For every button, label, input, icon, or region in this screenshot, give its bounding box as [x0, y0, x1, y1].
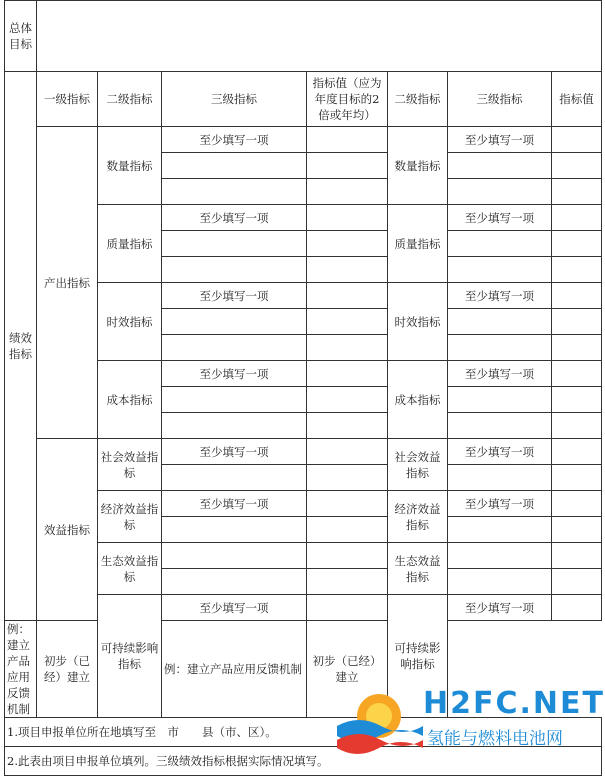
level2-quantity: 数量指标: [98, 127, 162, 205]
hint-cell-b[interactable]: 至少填写一项: [448, 205, 552, 231]
level2-economic-b: 经济效益指标: [388, 491, 448, 543]
level3-cell[interactable]: [162, 153, 307, 179]
value-cell-b[interactable]: [552, 283, 602, 309]
level3-cell[interactable]: [162, 387, 307, 413]
level2-social: 社会效益指标: [98, 439, 162, 491]
hint-cell[interactable]: 至少填写一项: [162, 205, 307, 231]
col-header-value-annual: 指标值（应为年度目标的2倍或年均）: [307, 72, 388, 127]
col-header-level2: 二级指标: [98, 72, 162, 127]
value-cell[interactable]: [307, 491, 388, 517]
hint-cell-b[interactable]: 至少填写一项: [448, 283, 552, 309]
level3-cell[interactable]: [162, 569, 307, 595]
level3-cell[interactable]: [162, 413, 307, 439]
value-cell-b[interactable]: [552, 491, 602, 517]
overall-goal-value[interactable]: [37, 1, 602, 72]
hint-cell-b[interactable]: 至少填写一项: [448, 595, 552, 621]
level2-timeliness: 时效指标: [98, 283, 162, 361]
value-cell-b[interactable]: [552, 517, 602, 543]
example-value[interactable]: 初步（已经）建立: [37, 621, 98, 718]
watermark-subtitle: 氢能与燃料电池网: [427, 729, 563, 749]
hint-cell-b[interactable]: 至少填写一项: [448, 127, 552, 153]
value-cell[interactable]: [307, 335, 388, 361]
level2-quality: 质量指标: [98, 205, 162, 283]
value-cell[interactable]: [307, 517, 388, 543]
hint-cell-b[interactable]: 至少填写一项: [448, 439, 552, 465]
level3-cell-b[interactable]: [448, 387, 552, 413]
level2-sustainable: 可持续影响指标: [98, 595, 162, 718]
overall-goal-label: 总体目标: [5, 1, 37, 72]
level2-cost: 成本指标: [98, 361, 162, 439]
hint-cell-b[interactable]: 至少填写一项: [448, 361, 552, 387]
level3-cell[interactable]: [162, 517, 307, 543]
note-1: 1.项目申报单位所在地填写至 市 县（市、区）。: [5, 718, 602, 747]
value-cell[interactable]: [307, 465, 388, 491]
col-header-level1: 一级指标: [37, 72, 98, 127]
value-cell[interactable]: [307, 179, 388, 205]
value-cell[interactable]: [307, 205, 388, 231]
level3-cell[interactable]: [162, 335, 307, 361]
value-cell[interactable]: [307, 309, 388, 335]
watermark: [335, 686, 605, 754]
level2-cost-b: 成本指标: [388, 361, 448, 439]
note-2: 2.此表由项目申报单位填列。三级绩效指标根据实际情况填写。: [5, 747, 602, 776]
hint-cell[interactable]: 至少填写一项: [162, 439, 307, 465]
value-cell-b[interactable]: [552, 205, 602, 231]
level1-benefit: 效益指标: [37, 439, 98, 621]
value-cell[interactable]: [307, 361, 388, 387]
value-cell-b[interactable]: [552, 231, 602, 257]
value-cell-b[interactable]: [552, 361, 602, 387]
value-cell[interactable]: [307, 595, 388, 621]
col-header-level3-b: 三级指标: [448, 72, 552, 127]
hint-cell[interactable]: 至少填写一项: [162, 361, 307, 387]
hint-cell[interactable]: 至少填写一项: [162, 595, 307, 621]
value-cell-b[interactable]: [552, 465, 602, 491]
col-header-value: 指标值: [552, 72, 602, 127]
hint-cell[interactable]: 至少填写一项: [162, 127, 307, 153]
value-cell[interactable]: [307, 231, 388, 257]
hint-cell[interactable]: 至少填写一项: [162, 491, 307, 517]
value-cell-b[interactable]: [552, 569, 602, 595]
watermark-logo-icon: [335, 686, 423, 754]
value-cell[interactable]: [307, 569, 388, 595]
level3-cell-b[interactable]: [448, 543, 552, 569]
hint-cell[interactable]: 至少填写一项: [162, 283, 307, 309]
value-cell-b[interactable]: [552, 335, 602, 361]
level2-timeliness-b: 时效指标: [388, 283, 448, 361]
level1-output: 产出指标: [37, 127, 98, 439]
level2-ecological: 生态效益指标: [98, 543, 162, 595]
level3-cell-b[interactable]: [448, 413, 552, 439]
level3-cell[interactable]: [162, 543, 307, 569]
example-value-b[interactable]: 初步（已经）建立: [307, 621, 388, 718]
level3-cell-b[interactable]: [448, 465, 552, 491]
level2-ecological-b: 生态效益指标: [388, 543, 448, 595]
level3-cell-b[interactable]: [448, 335, 552, 361]
value-cell-b[interactable]: [552, 127, 602, 153]
value-cell[interactable]: [307, 283, 388, 309]
level3-cell-b[interactable]: [448, 153, 552, 179]
level3-cell[interactable]: [162, 231, 307, 257]
value-cell[interactable]: [307, 127, 388, 153]
example-text[interactable]: 例：建立产品应用反馈机制: [5, 621, 37, 718]
col-header-level2-b: 二级指标: [388, 72, 448, 127]
level3-cell[interactable]: [162, 465, 307, 491]
value-cell[interactable]: [307, 439, 388, 465]
value-cell-b[interactable]: [552, 309, 602, 335]
value-cell[interactable]: [307, 413, 388, 439]
watermark-brand: H2FC.NET: [423, 686, 605, 721]
level2-sustainable-b: 可持续影响指标: [388, 595, 448, 718]
value-cell[interactable]: [307, 543, 388, 569]
value-cell[interactable]: [307, 257, 388, 283]
level3-cell-b[interactable]: [448, 309, 552, 335]
level3-cell[interactable]: [162, 309, 307, 335]
hint-cell-b[interactable]: 至少填写一项: [448, 491, 552, 517]
level3-cell-b[interactable]: [448, 179, 552, 205]
value-cell-b[interactable]: [552, 595, 602, 621]
level3-cell-b[interactable]: [448, 257, 552, 283]
level2-economic: 经济效益指标: [98, 491, 162, 543]
example-text-b[interactable]: 例：建立产品应用反馈机制: [162, 621, 307, 718]
col-header-level3: 三级指标: [162, 72, 307, 127]
value-cell-b[interactable]: [552, 543, 602, 569]
level3-cell-b[interactable]: [448, 517, 552, 543]
value-cell-b[interactable]: [552, 439, 602, 465]
level3-cell-b[interactable]: [448, 569, 552, 595]
perf-indicator-label: 绩效指标: [5, 72, 37, 621]
value-cell[interactable]: [307, 387, 388, 413]
level2-quantity-b: 数量指标: [388, 127, 448, 205]
value-cell-b[interactable]: [552, 153, 602, 179]
value-cell-b[interactable]: [552, 179, 602, 205]
level2-social-b: 社会效益指标: [388, 439, 448, 491]
level3-cell[interactable]: [162, 179, 307, 205]
performance-table: [4, 0, 602, 776]
level3-cell[interactable]: [162, 257, 307, 283]
level2-quality-b: 质量指标: [388, 205, 448, 283]
value-cell-b[interactable]: [552, 387, 602, 413]
value-cell-b[interactable]: [552, 257, 602, 283]
value-cell[interactable]: [307, 153, 388, 179]
value-cell-b[interactable]: [552, 413, 602, 439]
level3-cell-b[interactable]: [448, 231, 552, 257]
